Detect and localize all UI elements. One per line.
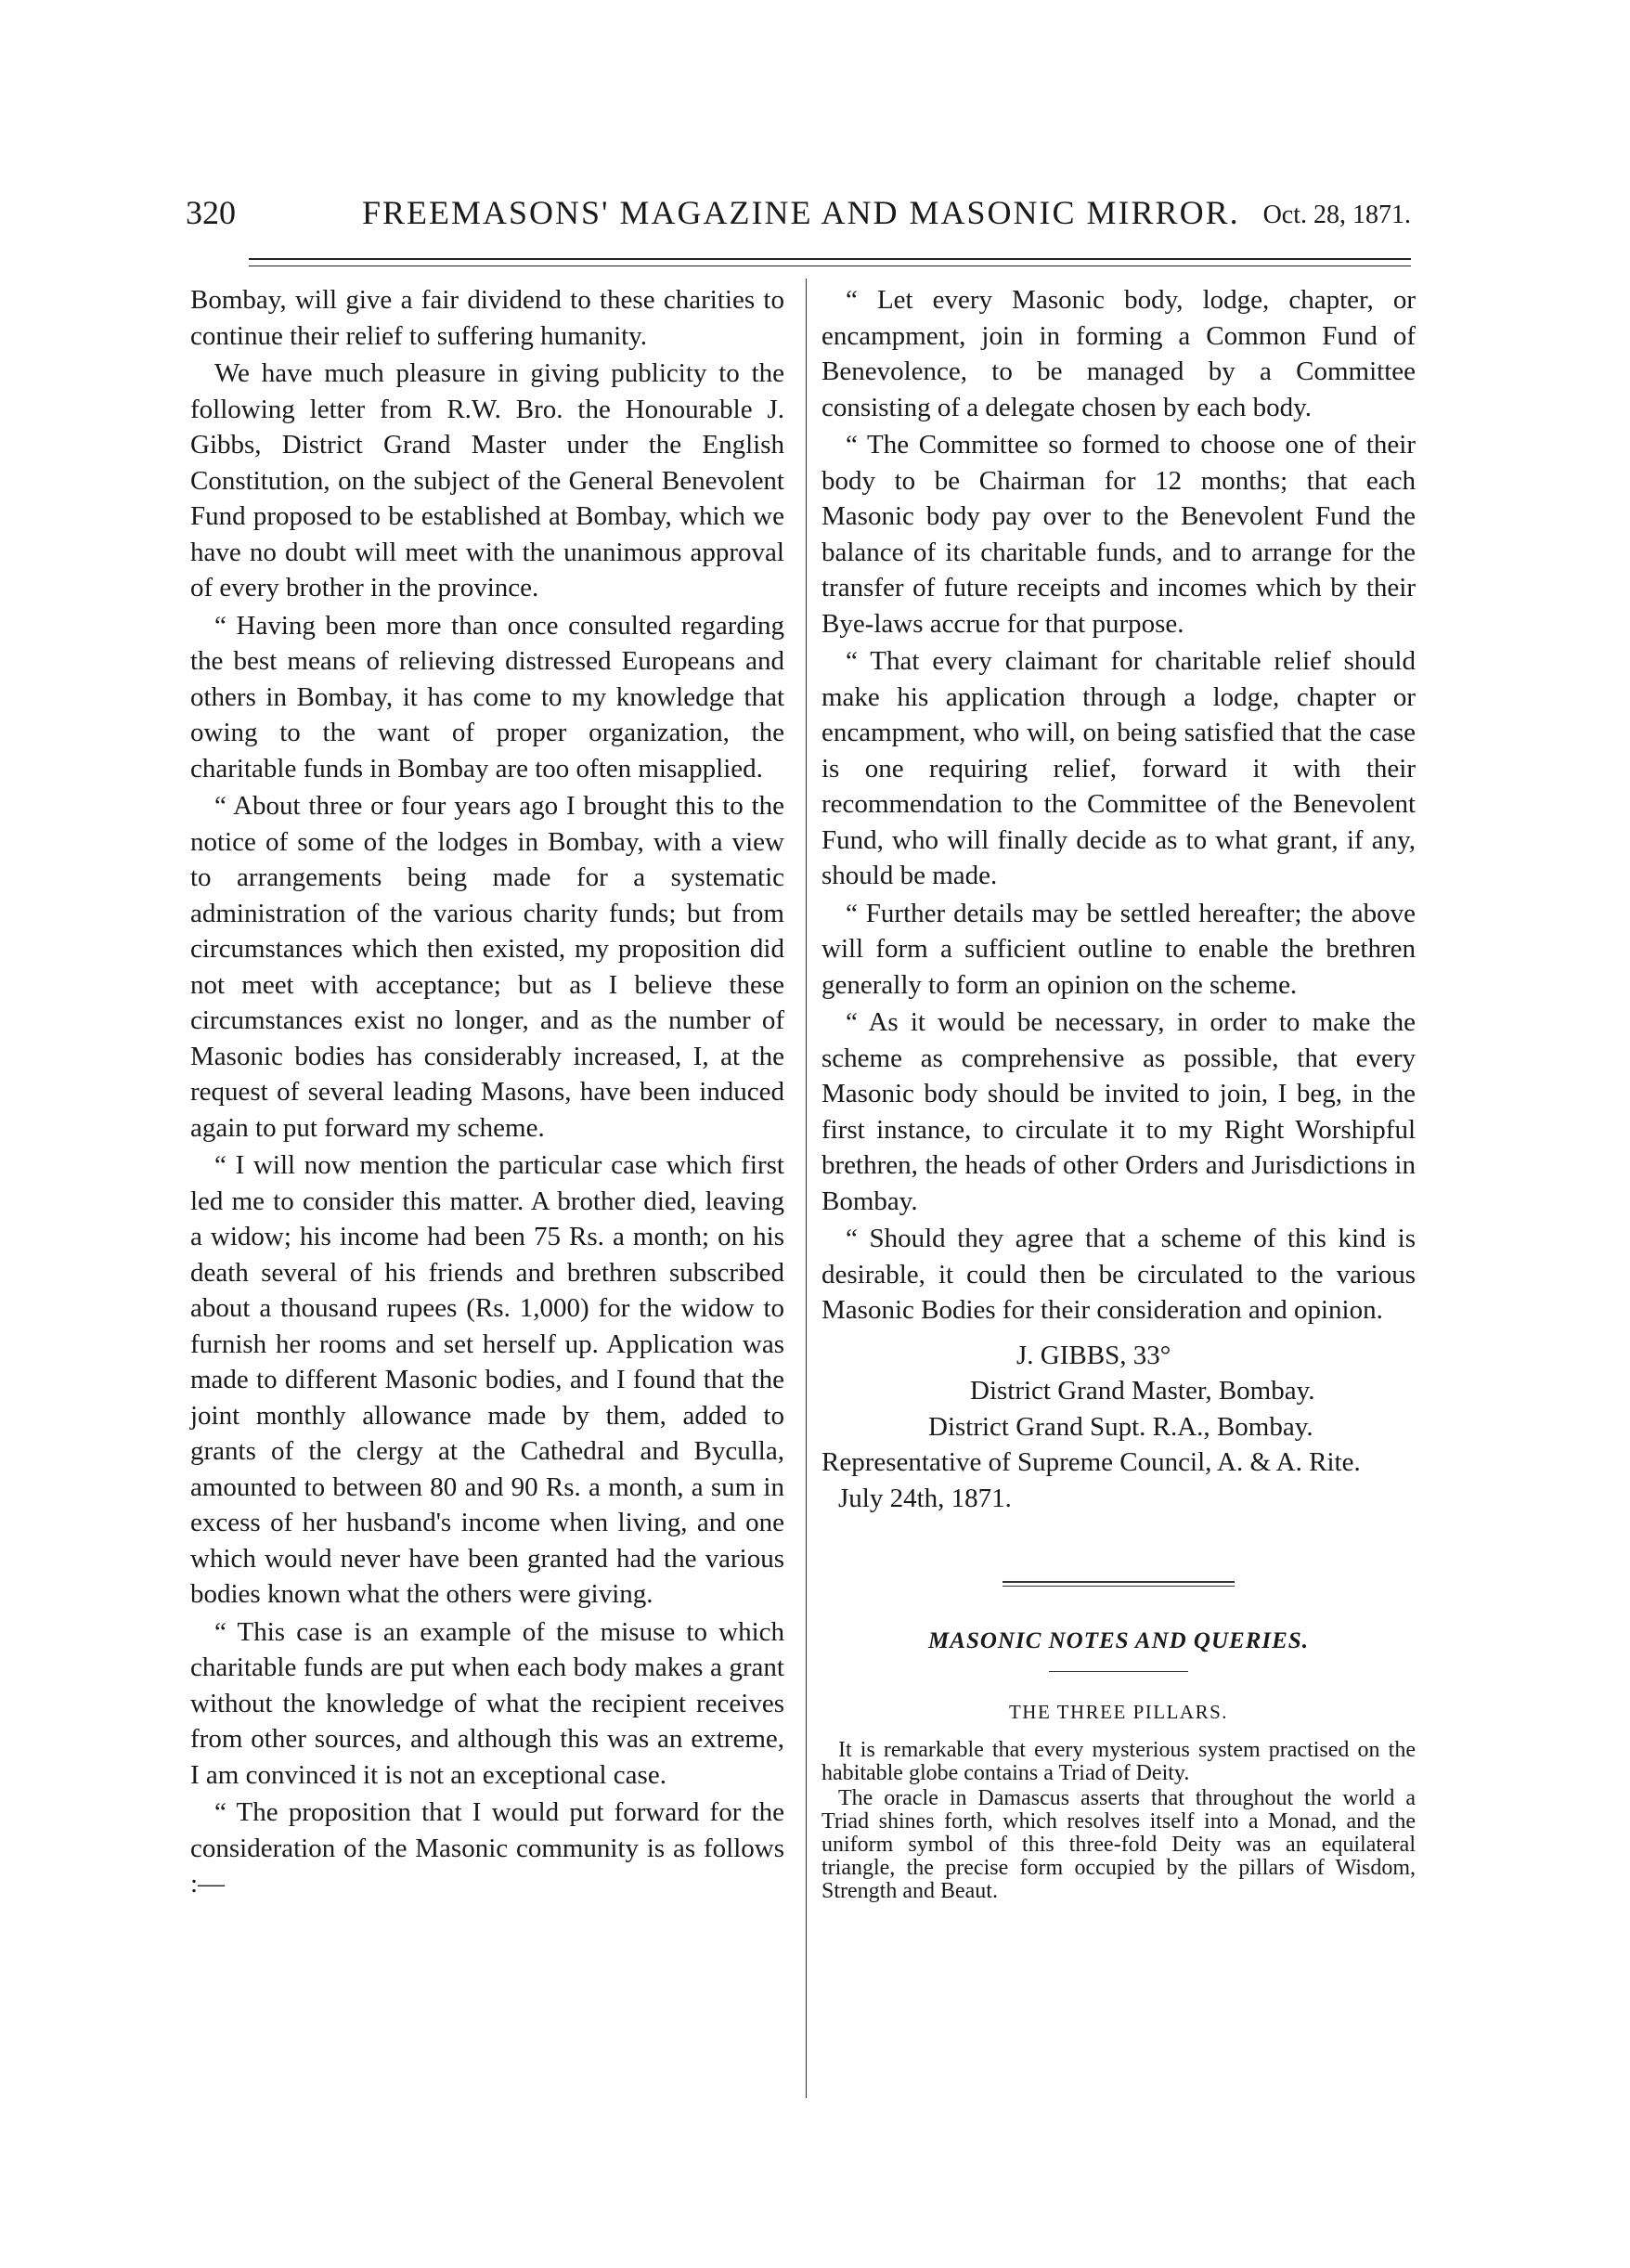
issue-date: Oct. 28, 1871. bbox=[1262, 201, 1411, 229]
page-number: 320 bbox=[186, 194, 236, 231]
masthead-title: FREEMASONS' MAGAZINE AND MASONIC MIRROR. bbox=[362, 194, 1240, 231]
heading-underline bbox=[1049, 1671, 1188, 1672]
paragraph: “ About three or four years ago I brought this to the notice of some of the lodges in Bombay, with a view to arrangements being made for a systematic administration of the various charity funds; but from circumstances which then existed, my proposition did not meet with acceptance; but as I believe these circumstances exist no longer, and as the number of Masonic bodies has considerably increased, I, at the request of several leading Masons, have been induced again to put forward my scheme. bbox=[190, 791, 784, 1143]
paragraph: “ I will now mention the particular case which first led me to consider this matter. A brother died, leaving a widow; his income had been 75 Rs. a month; on his death several of his friends and brethren subscribed about a thousand rupees (Rs. 1,000) for the widow to furnish her rooms and set herself up. Application was made to different Masonic bodies, and I found that the joint monthly allowance made by them, added to grants of the clergy at the Cathedral and Byculla, amounted to between 80 and 90 Rs. a month, a sum in excess of her husband's income when living, and one which would never have been granted had the various bodies known what the others were giving. bbox=[190, 1150, 784, 1609]
left-column bbox=[190, 282, 784, 1902]
right-column bbox=[821, 282, 1416, 1903]
signatory-title: Representative of Supreme Council, A. & A. Rite. bbox=[821, 1447, 1361, 1477]
paragraph: Bombay, will give a fair dividend to these charities to continue their relief to suffering humanity. bbox=[190, 285, 784, 351]
signatory-title: District Grand Supt. R.A., Bombay. bbox=[928, 1411, 1313, 1442]
paragraph: It is remarkable that every mysterious system practised on the habitable globe contains a Triad of Deity. bbox=[821, 1738, 1416, 1785]
page-header bbox=[176, 186, 1411, 241]
signatory-title: District Grand Master, Bombay. bbox=[970, 1376, 1315, 1406]
notes-body bbox=[821, 1739, 1416, 1903]
section-heading: MASONIC NOTES AND QUERIES. bbox=[928, 1628, 1309, 1653]
paragraph: “ This case is an example of the misuse to which charitable funds are put when each body makes a grant without the knowledge of what the recipient receives from other sources, and although this was an extreme, I am convinced it is not an exceptional case. bbox=[190, 1616, 784, 1790]
paragraph: We have much pleasure in giving publicity to the following letter from R.W. Bro. the Honourable J. Gibbs, District Grand Master under the English Constitution, on the subject of the General Benevolent Fund proposed to be established at Bombay, which we have no doubt will meet with the unanimous approval of every brother in the province. bbox=[190, 358, 784, 603]
paragraph: “ That every claimant for charitable relief should make his application through a lodge, chapter or encampment, who will, on being satisfied that the case is one requiring relief, forward it with their recommendation to the Committee of the Benevolent Fund, who will finally decide as to what grant, if any, should be made. bbox=[821, 646, 1416, 890]
signature-block bbox=[821, 1338, 1416, 1517]
paragraph: “ The proposition that I would put forward for the consideration of the Masonic community is as follows :— bbox=[190, 1797, 784, 1899]
header-rule-thick bbox=[249, 258, 1411, 260]
article-heading: THE THREE PILLARS. bbox=[1008, 1700, 1229, 1723]
column-divider bbox=[806, 279, 807, 2098]
section-divider bbox=[1003, 1581, 1235, 1587]
paragraph: “ As it would be necessary, in order to make the scheme as comprehensive as possible, that every Masonic body should be invited to join, I beg, in the first instance, to circulate it to my Right Worshipful brethren, the heads of other Orders and Jurisdictions in Bombay. bbox=[821, 1007, 1416, 1216]
letter-date: July 24th, 1871. bbox=[838, 1483, 1012, 1513]
paragraph: “ Further details may be settled hereafter; the above will form a sufficient outline to enable the brethren generally to form an opinion on the scheme. bbox=[821, 898, 1416, 1000]
signatory-name: J. GIBBS, 33° bbox=[1016, 1340, 1171, 1370]
paragraph: “ Should they agree that a scheme of this kind is desirable, it could then be circulated to the various Masonic Bodies for their consideration and opinion. bbox=[821, 1224, 1416, 1325]
paragraph: “ Having been more than once consulted regarding the best means of relieving distressed Europeans and others in Bombay, it has come to my knowledge that owing to the want of proper organization, the charitable funds in Bombay are too often misapplied. bbox=[190, 610, 784, 784]
paragraph: “ The Committee so formed to choose one of their body to be Chairman for 12 months; that each Masonic body pay over to the Benevolent Fund the balance of its charitable funds, and to arrange for the transfer of future receipts and incomes which by their Bye-laws accrue for that purpose. bbox=[821, 430, 1416, 639]
paragraph: “ Let every Masonic body, lodge, chapter, or encampment, join in forming a Common Fund of Benevolence, to be managed by a Committee consisting of a delegate chosen by each body. bbox=[821, 285, 1416, 422]
paragraph: The oracle in Damascus asserts that throughout the world a Triad shines forth, which resolves itself into a Monad, and the uniform symbol of this three-fold Deity was an equilateral triangle, the precise form occupied by the pillars of Wisdom, Strength and Beaut. bbox=[821, 1786, 1416, 1903]
